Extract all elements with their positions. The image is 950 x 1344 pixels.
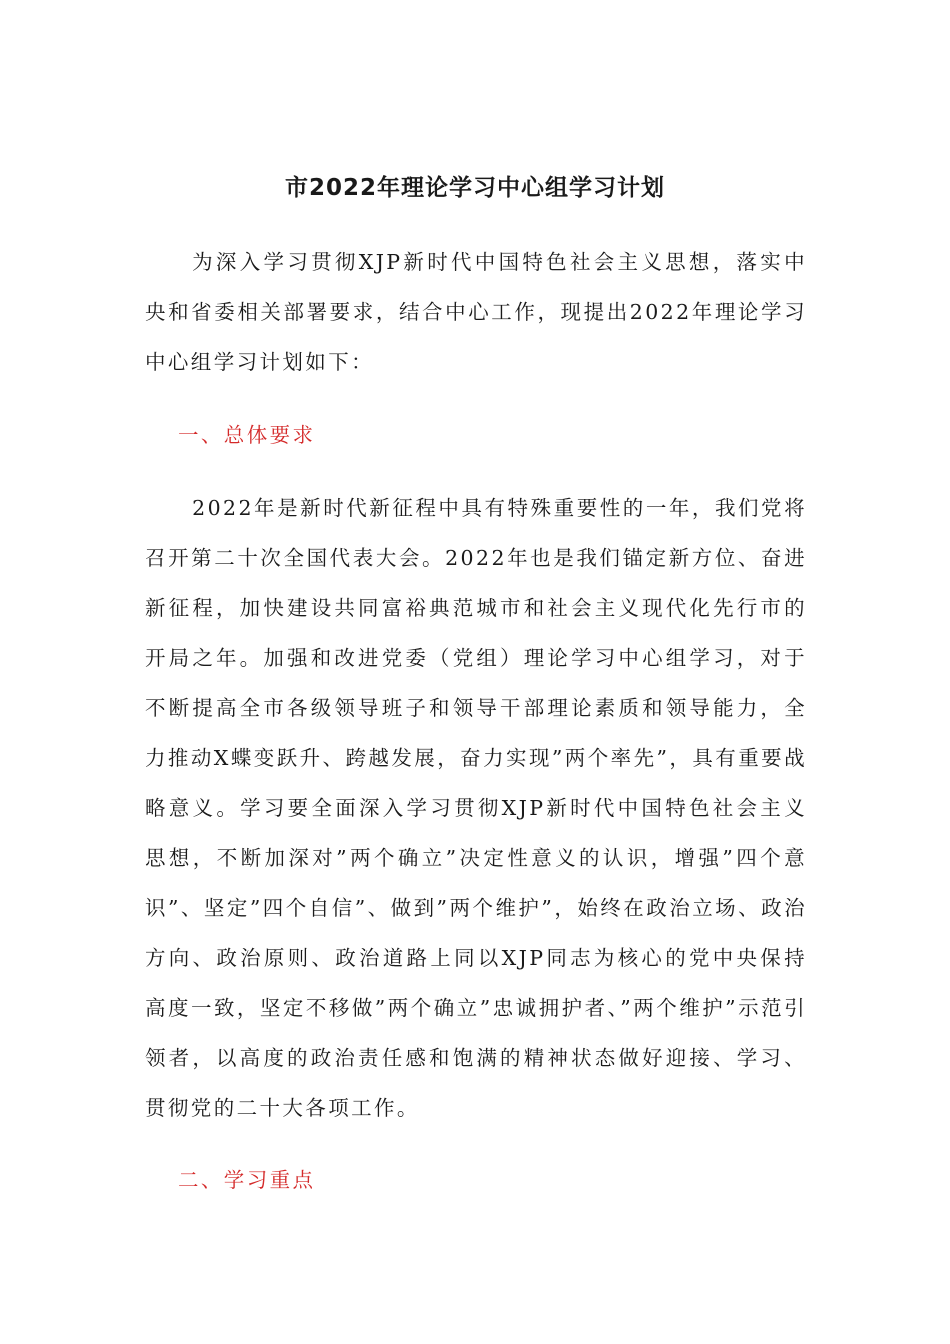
section-body-general-requirements: 2022年是新时代新征程中具有特殊重要性的一年，我们党将召开第二十次全国代表大会。2022年也是我们锚定新方位、奋进新征程，加快建设共同富裕典范城市和社会主义现代化先行市的开局之年。加强和改进党委（党组）理论学习中心组学习，对于不断提高全市各级领导班子和领导干部理论素质和领导能力，全力推动X蝶变跃升、跨越发展，奋力实现”两个率先”，具有重要战略意义。学习要全面深入学习贯彻XJP新时代中国特色社会主义思想，不断加深对”两个确立”决定性意义的认识，增强”四个意识”、坚定”四个自信”、做到”两个维护”，始终在政治立场、政治方向、政治原则、政治道路上同以XJP同志为核心的党中央保持高度一致，坚定不移做”两个确立”忠诚拥护者、”两个维护”示范引领者，以高度的政治责任感和饱满的精神状态做好迎接、学习、贯彻党的二十大各项工作。 <box>145 496 807 1120</box>
section-heading-study-focus: 二、学习重点 <box>178 1168 316 1192</box>
section-heading-general-requirements: 一、总体要求 <box>178 423 316 447</box>
document-title: 市2022年理论学习中心组学习计划 <box>284 175 665 201</box>
intro-paragraph: 为深入学习贯彻XJP新时代中国特色社会主义思想，落实中央和省委相关部署要求，结合中心工作，现提出2022年理论学习中心组学习计划如下： <box>145 250 807 374</box>
